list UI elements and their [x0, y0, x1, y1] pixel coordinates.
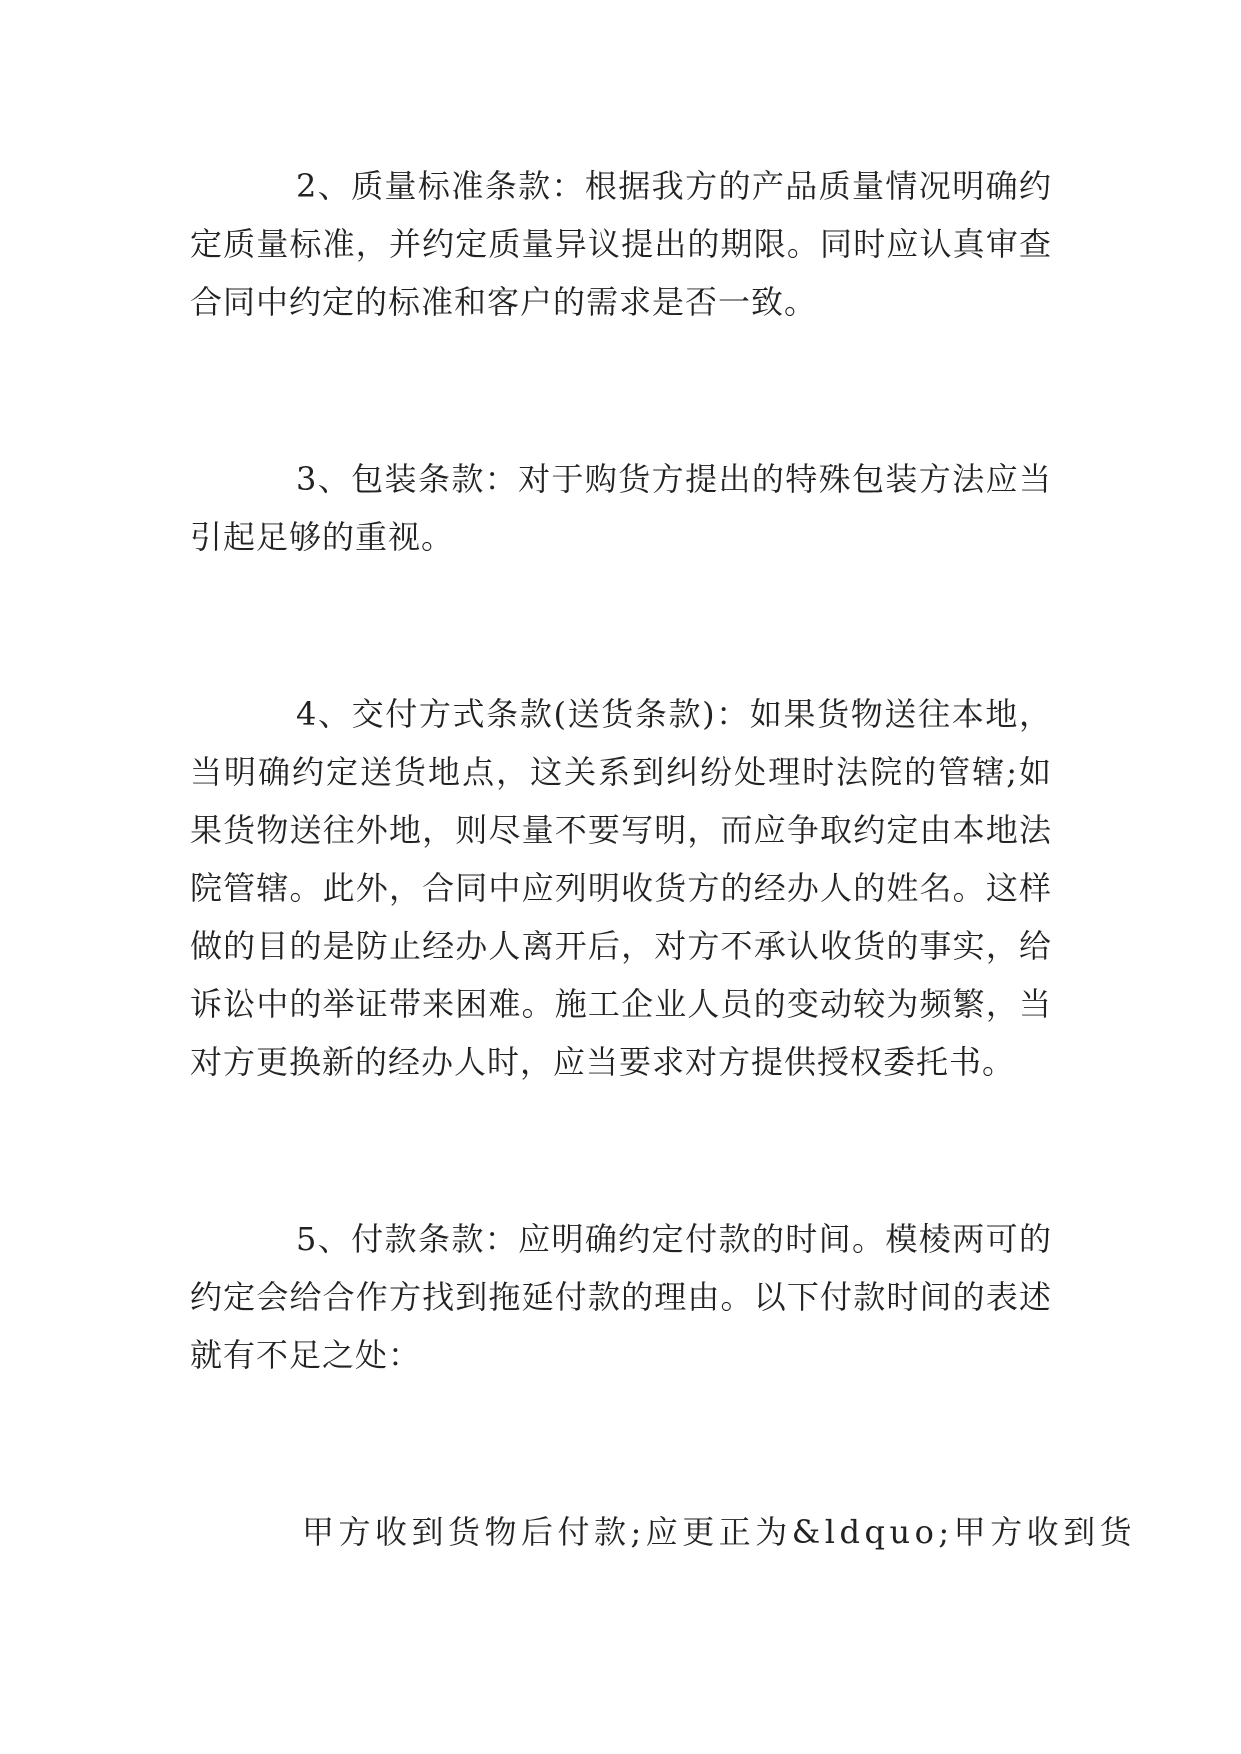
text-line: 对方更换新的经办人时，应当要求对方提供授权委托书。 — [190, 1043, 1016, 1081]
text-line: 合同中约定的标准和客户的需求是否一致。 — [190, 283, 818, 321]
text-line: 3、包装条款：对于购货方提出的特殊包装方法应当 — [296, 460, 1052, 498]
text-line: 做的目的是防止经办人离开后，对方不承认收货的事实，给 — [190, 927, 1052, 965]
text-line: 院管辖。此外，合同中应列明收货方的经办人的姓名。这样 — [190, 869, 1052, 907]
text-line: 2、质量标准条款：根据我方的产品质量情况明确约 — [296, 167, 1052, 205]
text-line: 5、付款条款：应明确约定付款的时间。模棱两可的 — [296, 1220, 1052, 1258]
text-line: 约定会给合作方找到拖延付款的理由。以下付款时间的表述 — [190, 1278, 1052, 1316]
text-line: 甲方收到货物后付款;应更正为&ldquo;甲方收到货 — [302, 1513, 1137, 1551]
text-line: 诉讼中的举证带来困难。施工企业人员的变动较为频繁，当 — [190, 985, 1052, 1023]
text-line: 当明确约定送货地点，这关系到纠纷处理时法院的管辖;如 — [190, 753, 1052, 791]
text-line: 引起足够的重视。 — [190, 518, 455, 556]
text-line: 就有不足之处： — [190, 1336, 422, 1374]
text-line: 定质量标准，并约定质量异议提出的期限。同时应认真审查 — [190, 225, 1052, 263]
text-line: 果货物送往外地，则尽量不要写明，而应争取约定由本地法 — [190, 811, 1052, 849]
text-line: 4、交付方式条款(送货条款)：如果货物送往本地， — [296, 695, 1052, 733]
